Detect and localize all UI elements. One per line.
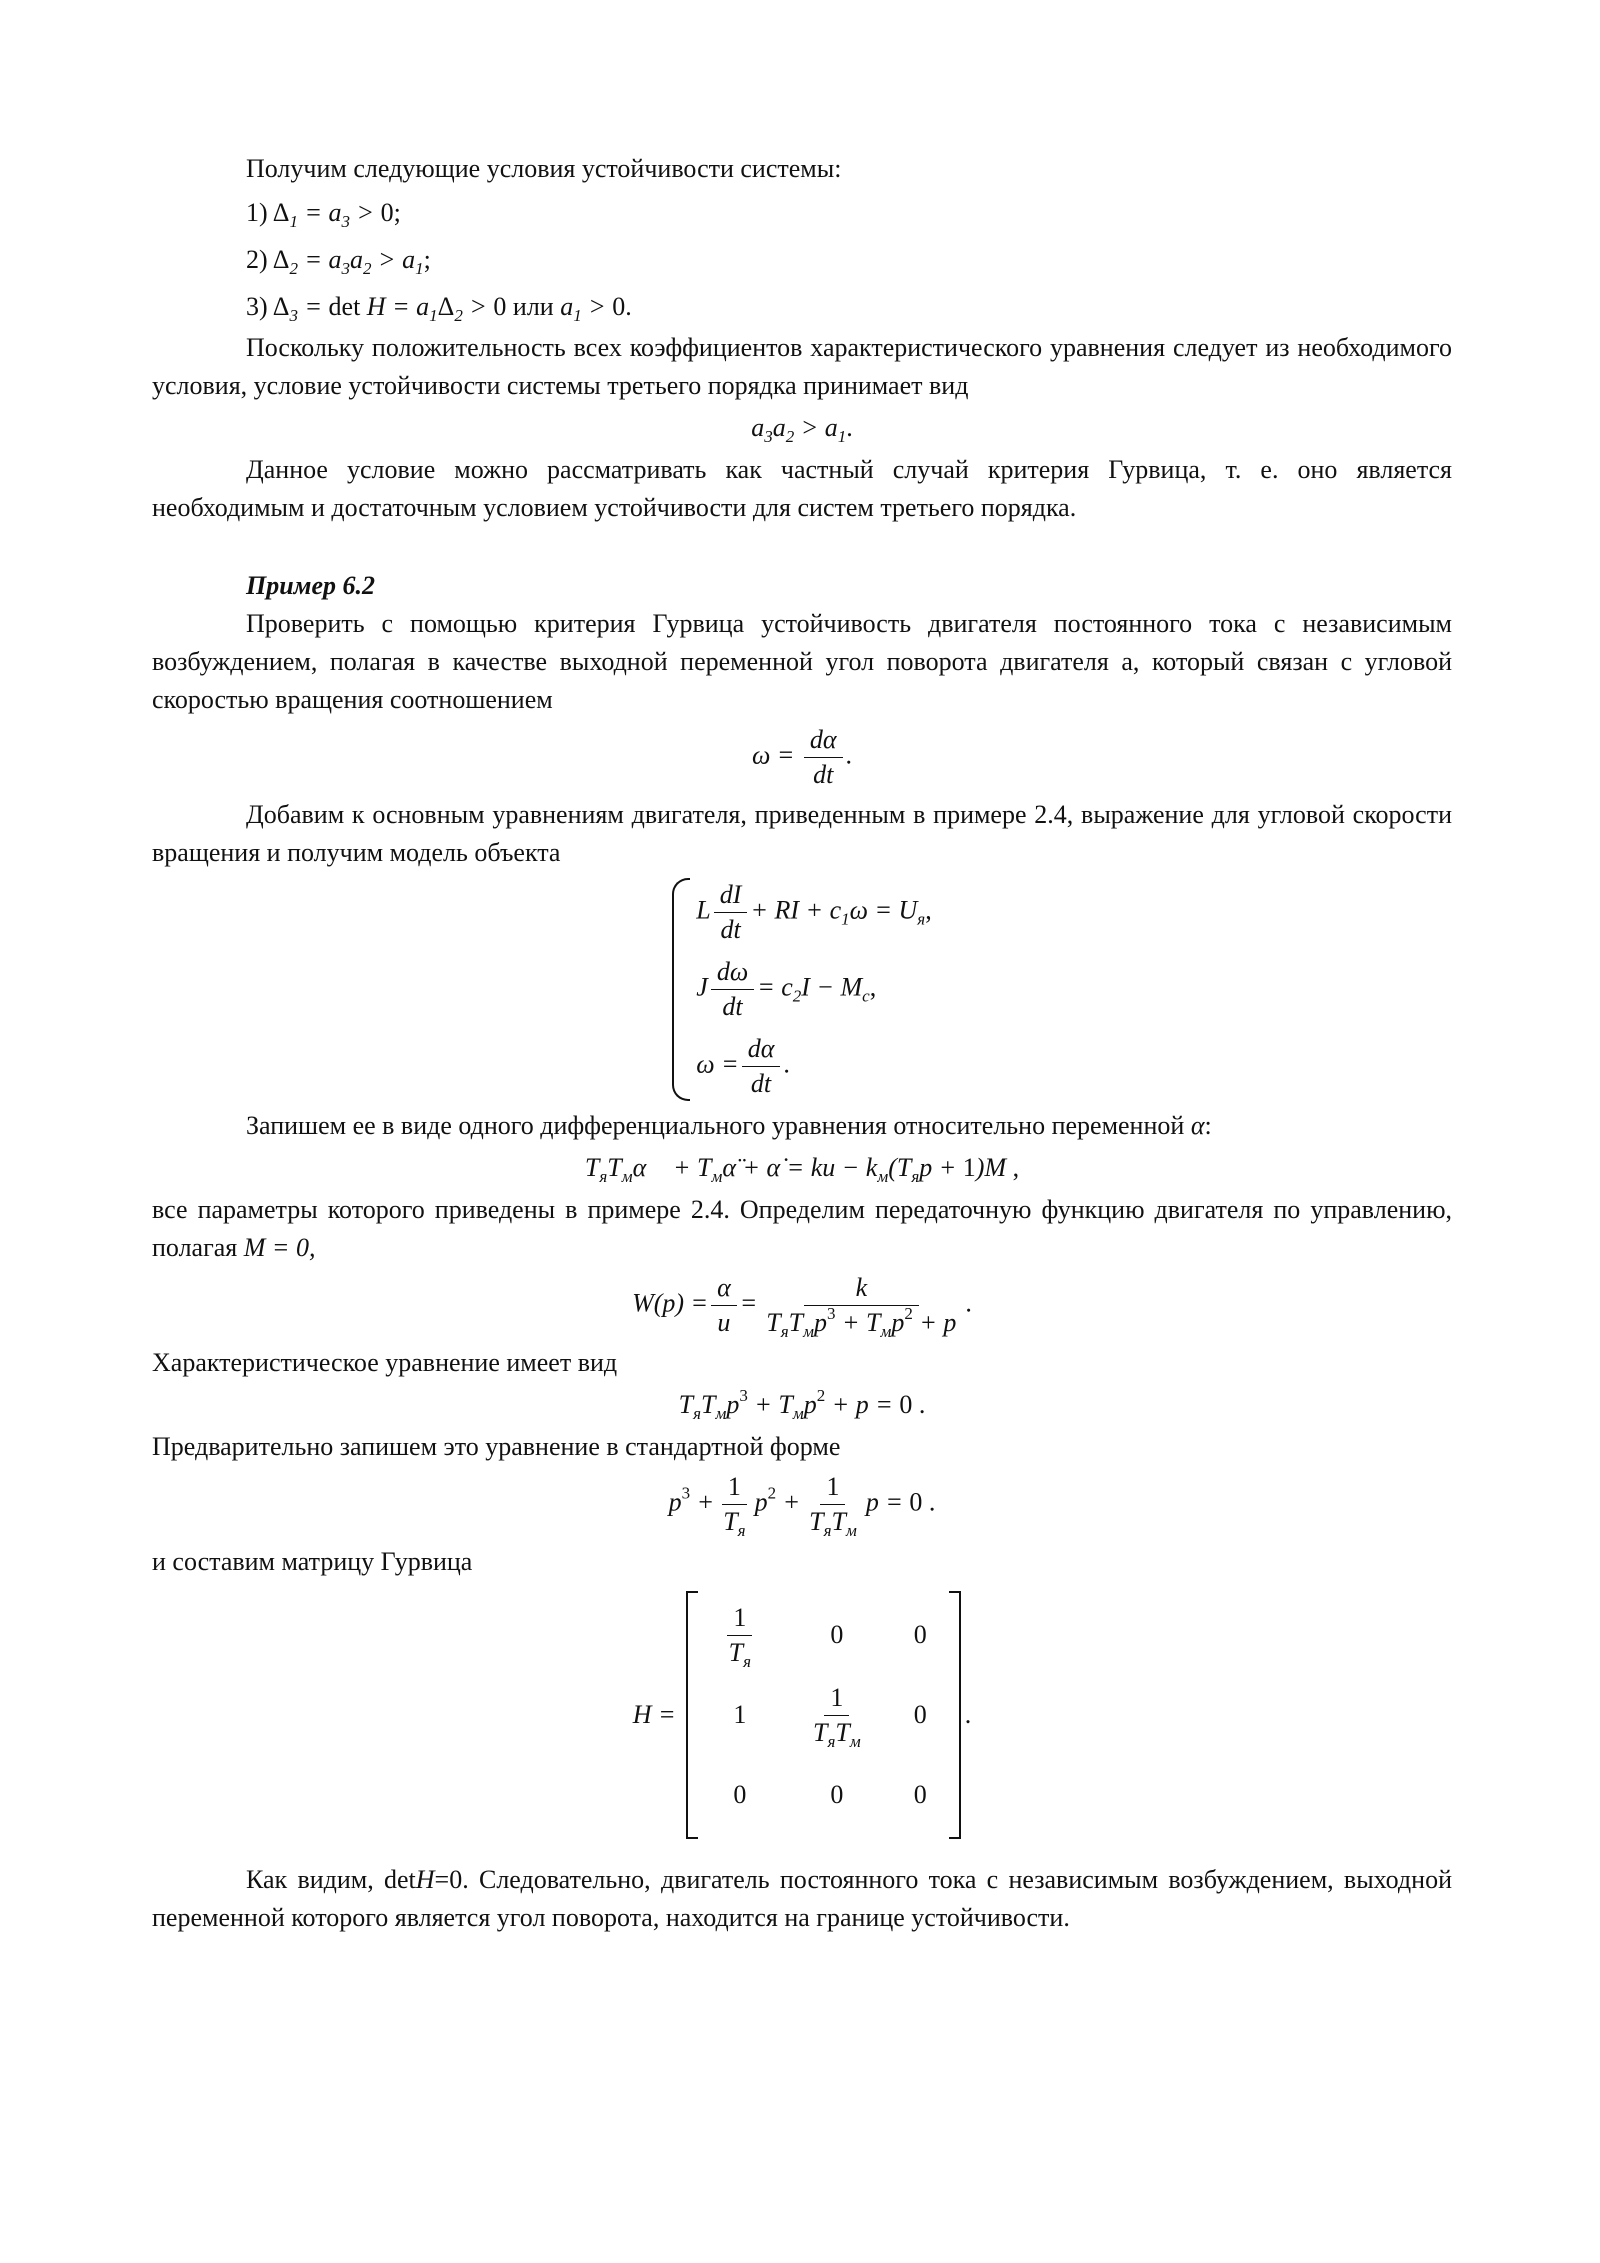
condition-3: 3) $\Delta_3 = \det H = a_1\Delta_2 > 0$ или $a_1 > 0$. xyxy=(246,292,632,325)
paragraph-6: все параметры которого приведены в примере 2.4. Определим передаточную функцию двигателя по управлению, полагая M = 0, xyxy=(152,1195,1452,1262)
paragraph-3: Проверить с помощью критерия Гурвица устойчивость двигателя постоянного тока с независимым возбуждением, полагая в качестве выходной переменной угол поворота двигателя a, который связан с угловой скоростью вращения соотношением xyxy=(152,609,1452,714)
condition-formula: $a_3a_2 > a_1$. xyxy=(751,413,853,446)
system-brace xyxy=(672,878,690,1101)
paragraph-9: и составим матрицу Гурвица xyxy=(152,1547,473,1576)
condition-1: 1) $\Delta_1 = a_3 > 0$; xyxy=(246,198,401,231)
intro-text: Получим следующие условия устойчивости системы: xyxy=(246,154,842,183)
matrix-right-bracket xyxy=(949,1591,961,1839)
characteristic-equation: $T_яT_мp^3 + T_мp^2 + p = 0$ . xyxy=(678,1386,926,1423)
transfer-function: W(p) = $\frac{\alpha}{u}$ = $\frac{k}{T_яT_мp^3 + T_мp^2 + p}$ . xyxy=(632,1273,972,1341)
standard-form-equation: $p^3$ + $\frac{1}{T_я}$ $p^2$ + $\frac{1}{T_яT_м}$ p = 0 . xyxy=(668,1472,936,1540)
document-page xyxy=(152,150,1452,1937)
paragraph-7: Характеристическое уравнение имеет вид xyxy=(152,1348,618,1377)
paragraph-5: Запишем ее в виде одного дифференциального уравнения относительно переменной α: xyxy=(246,1111,1212,1140)
omega-formula: ω = $\frac{d\alpha}{dt}$ . xyxy=(751,725,853,789)
example-title: Пример 6.2 xyxy=(246,571,376,600)
matrix-left-bracket xyxy=(686,1591,698,1839)
hurwitz-matrix: H = $\frac{1}{T_я}$ 0 0 1 $\frac{1}{T_яT_м}$ 0 0 0 0 . xyxy=(152,1591,1452,1839)
conclusion-paragraph: Как видим, detH=0. Следовательно, двигатель постоянного тока с независимым возбуждением, выходной переменной которого является угол поворота, находится на границе устойчивости. xyxy=(152,1865,1452,1932)
paragraph-4: Добавим к основным уравнениям двигателя, приведенным в примере 2.4, выражение для угловой скорости вращения и получим модель объекта xyxy=(152,800,1452,867)
paragraph-1: Поскольку положительность всех коэффициентов характеристического уравнения следует из необходимого условия, условие устойчивости системы третьего порядка принимает вид xyxy=(152,333,1452,400)
differential-equation: $T_яT_м\alpha⃛$ + $T_м\alphä$ + α̇ = ku − $k_м(T_яp + 1)M$ , xyxy=(584,1153,1020,1186)
matrix-body: $\frac{1}{T_я}$ 0 0 1 $\frac{1}{T_яT_м}$ 0 0 0 0 xyxy=(728,1602,927,1809)
paragraph-2: Данное условие можно рассматривать как частный случай критерия Гурвица, т. е. оно является необходимым и достаточным условием устойчивости для систем третьего порядка. xyxy=(152,455,1452,522)
condition-2: 2) $\Delta_2 = a_3a_2 > a_1$; xyxy=(246,245,431,278)
paragraph-8: Предварительно запишем это уравнение в стандартной форме xyxy=(152,1432,841,1461)
equation-system: L $\frac{dI}{dt}$ + RI + $c_1\omega = U_я$, J $\frac{d\omega}{dt}$ = $c_2I - M_c$, ω = $\frac{d\alpha}{dt}$ . xyxy=(152,878,1452,1101)
